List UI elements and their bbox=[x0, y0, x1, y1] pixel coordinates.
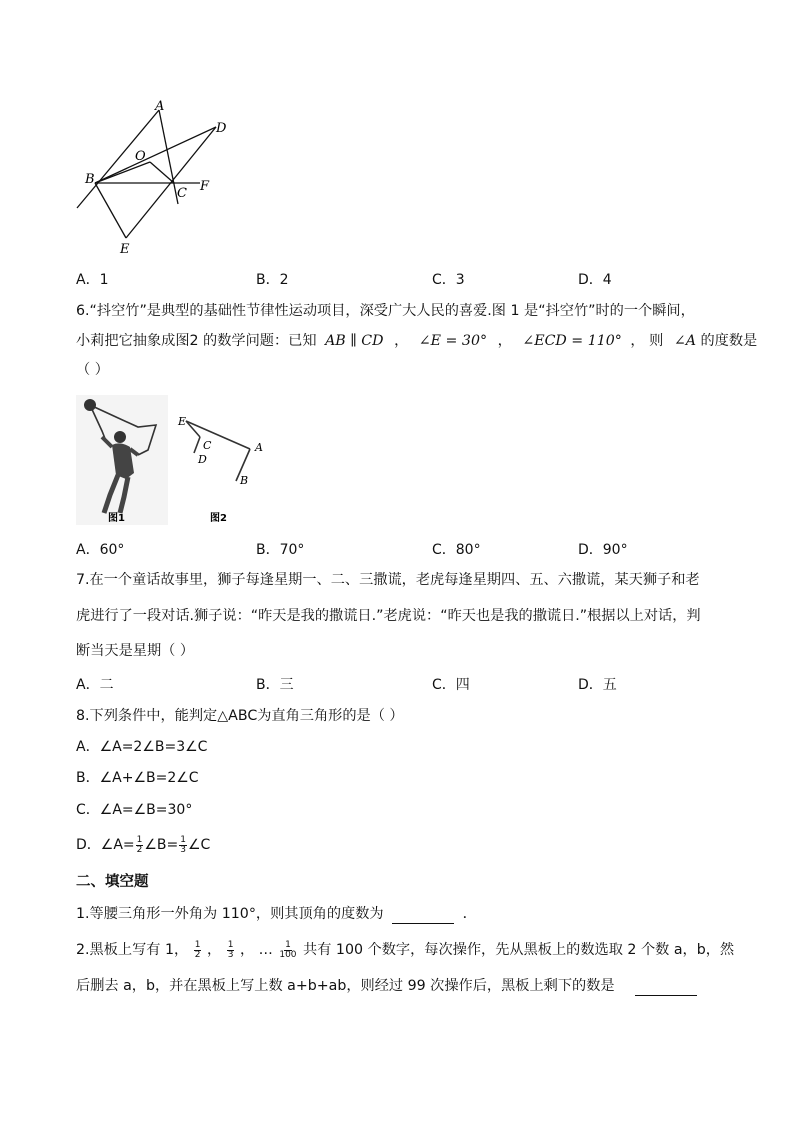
q6-fig1-caption: 图1 bbox=[108, 513, 125, 524]
fill1-text: 1.等腰三角形一外角为 110°，则其顶角的度数为 bbox=[76, 906, 384, 922]
q8-option-b[interactable]: B．∠A+∠B=2∠C bbox=[76, 770, 199, 786]
line-b-o bbox=[95, 162, 150, 183]
q6-condition-angle-e: ∠E = 30° bbox=[418, 333, 488, 349]
q6-answer-paren: （ ） bbox=[76, 362, 109, 378]
q6-line2-then: ， 则 bbox=[630, 333, 664, 349]
q8-optd-part3: ∠C bbox=[188, 837, 211, 853]
fill2-line2-text: 后删去 a，b，并在黑板上写上数 a+b+ab，则经过 99 次操作后，黑板上剩下的数是 bbox=[76, 978, 615, 994]
q8-optd-fraction-half: $\frac{1}{2}$ bbox=[136, 834, 143, 855]
q8-optd-part2: ∠B= bbox=[144, 837, 179, 853]
fill2-fraction-hundredth: $\frac{1}{100}$ bbox=[279, 939, 297, 960]
q6-fig2-label-d: D bbox=[198, 453, 207, 466]
q7-option-d[interactable]: D．五 bbox=[578, 677, 617, 693]
line-b-d bbox=[95, 127, 216, 183]
label-c: C bbox=[177, 186, 187, 201]
fill2-line1-end: 共有 100 个数字，每次操作，先从黑板上的数选取 2 个数 a，b，然 bbox=[303, 942, 735, 958]
label-d: D bbox=[216, 121, 227, 136]
q6-condition-parallel: AB ∥ CD bbox=[325, 333, 384, 349]
q6-line2-suffix: 的度数是 bbox=[700, 333, 758, 349]
line-a-c-extended bbox=[159, 110, 178, 204]
q7-option-c[interactable]: C．四 bbox=[432, 677, 470, 693]
fill2-answer-blank[interactable] bbox=[635, 975, 697, 996]
q6-fig2-label-c: C bbox=[203, 439, 212, 452]
q8-option-c[interactable]: C．∠A=∠B=30° bbox=[76, 802, 193, 818]
q7-stem-line1: 7.在一个童话故事里，狮子每逢星期一、二、三撒谎，老虎每逢星期四、五、六撒谎，某天狮子和老 bbox=[76, 572, 700, 588]
q6-fig2-caption: 图2 bbox=[210, 513, 227, 524]
label-b: B bbox=[85, 172, 95, 187]
q6-condition-angle-ecd: ∠ECD = 110° bbox=[522, 333, 622, 349]
fill1-end: ． bbox=[462, 906, 477, 922]
q6-fig2-label-a: A bbox=[255, 441, 263, 454]
fill2-sep2: ， … bbox=[239, 942, 273, 958]
q7-option-b[interactable]: B．三 bbox=[256, 677, 294, 693]
q8-optd-part1: D．∠A= bbox=[76, 837, 135, 853]
q6-fig2-label-e: E bbox=[178, 415, 187, 428]
fill1-answer-blank[interactable] bbox=[392, 903, 454, 924]
q5-option-c[interactable]: C．3 bbox=[432, 272, 465, 288]
label-a: A bbox=[155, 99, 165, 114]
q5-option-b[interactable]: B．2 bbox=[256, 272, 289, 288]
q6-option-a[interactable]: A．60° bbox=[76, 542, 125, 558]
q6-stem-line1: 6.“抖空竹”是典型的基础性节律性运动项目，深受广大人民的喜爱.图 1 是“抖空竹”时的一个瞬间， bbox=[76, 303, 695, 319]
label-f: F bbox=[200, 179, 210, 194]
q8-option-a[interactable]: A．∠A=2∠B=3∠C bbox=[76, 739, 208, 755]
q8-optd-fraction-third: $\frac{1}{3}$ bbox=[180, 834, 186, 855]
q5-option-d[interactable]: D．4 bbox=[578, 272, 612, 288]
line-b-e bbox=[95, 183, 126, 238]
fill2-line1-start: 2.黑板上写有 1， bbox=[76, 942, 189, 958]
fill1-stem bbox=[76, 903, 477, 924]
q6-figure-2-abstraction bbox=[172, 405, 272, 525]
section-title-fill-in: 二、填空题 bbox=[76, 874, 149, 890]
q6-figure-1-diabolo-player bbox=[76, 395, 168, 525]
q5-geometry-figure bbox=[70, 98, 240, 260]
fill2-fraction-third: $\frac{1}{3}$ bbox=[227, 939, 234, 960]
q6-line2-prefix: 小莉把它抽象成图2 的数学问题：已知 bbox=[76, 333, 317, 349]
q7-stem-line2: 虎进行了一段对话.狮子说：“昨天是我的撒谎日.”老虎说：“昨天也是我的撒谎日.”根据以上对话，判 bbox=[76, 608, 701, 624]
fill2-stem-line2 bbox=[76, 975, 697, 996]
label-o: O bbox=[135, 149, 146, 164]
q8-stem: 8.下列条件中，能判定△ABC为直角三角形的是（ ） bbox=[76, 708, 404, 724]
q6-stem-line2: 小莉把它抽象成图2 的数学问题：已知 AB ∥ CD ， ∠E = 30° ， ∠ECD = 110° ， 则 ∠A 的度数是 bbox=[76, 333, 758, 349]
q6-fig2-label-b: B bbox=[240, 474, 249, 487]
fill2-sep1: ， bbox=[206, 942, 222, 958]
label-e: E bbox=[120, 242, 130, 257]
q8-option-d[interactable] bbox=[76, 835, 210, 855]
q7-option-a[interactable]: A．二 bbox=[76, 677, 114, 693]
q7-stem-line3: 断当天是星期（ ） bbox=[76, 643, 195, 659]
fill2-stem-line1 bbox=[76, 940, 734, 960]
q6-angle-a: ∠A bbox=[673, 333, 696, 349]
q6-option-b[interactable]: B．70° bbox=[256, 542, 305, 558]
q6-option-c[interactable]: C．80° bbox=[432, 542, 481, 558]
fill2-fraction-half: $\frac{1}{2}$ bbox=[194, 939, 201, 960]
q6-option-d[interactable]: D．90° bbox=[578, 542, 628, 558]
q5-option-a[interactable]: A．1 bbox=[76, 272, 109, 288]
